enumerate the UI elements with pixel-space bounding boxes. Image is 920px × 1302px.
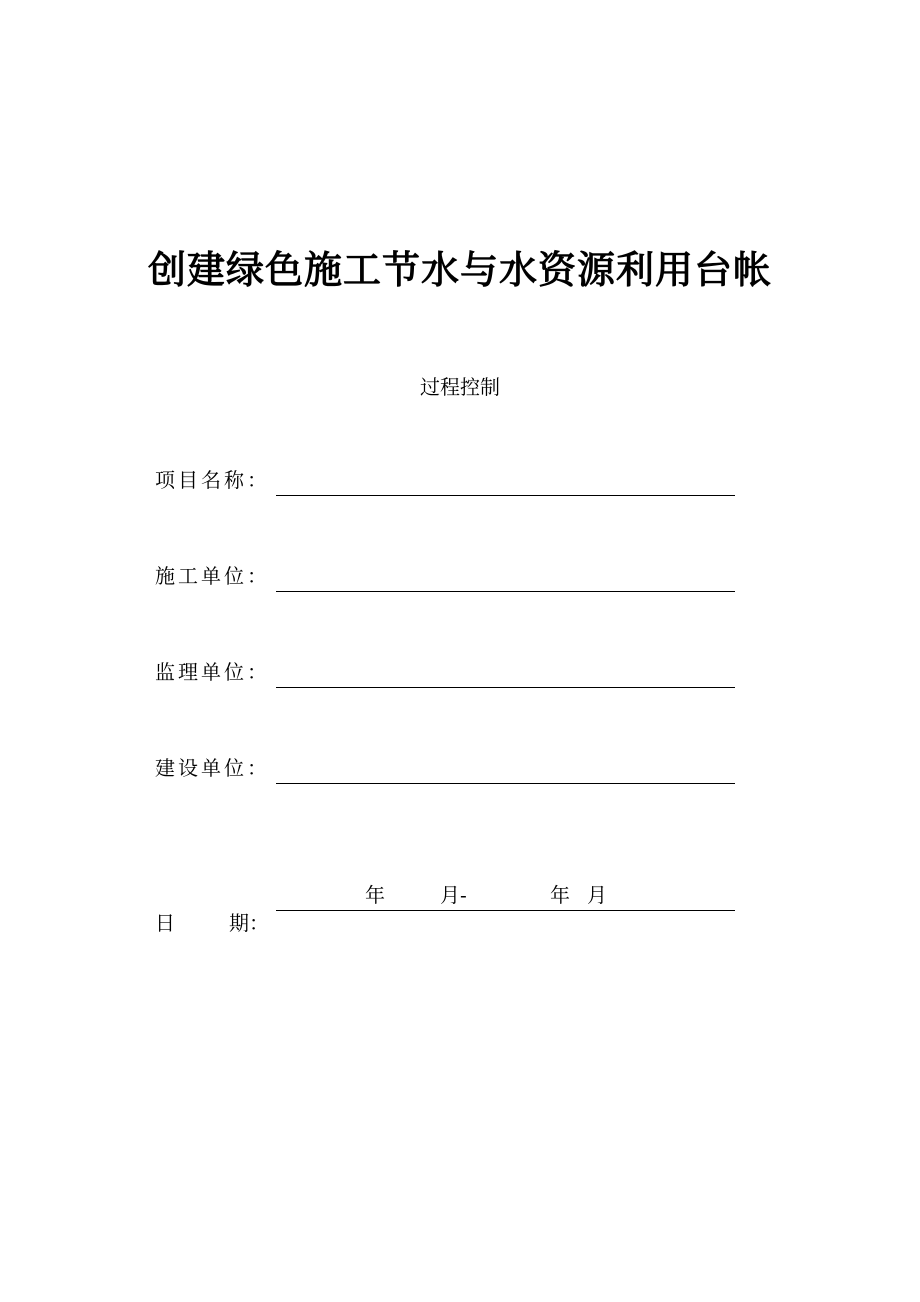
date-end-year: 年 — [550, 883, 570, 907]
project-name-blank[interactable] — [276, 465, 735, 496]
document-title: 创建绿色施工节水与水资源利用台帐 — [147, 247, 772, 292]
construction-unit-blank[interactable] — [276, 561, 735, 592]
date-blank[interactable] — [276, 880, 735, 911]
date-start-month: 月- — [440, 883, 467, 907]
date-start-year: 年 — [365, 883, 385, 907]
owner-unit-blank[interactable] — [276, 753, 735, 784]
document-subtitle: 过程控制 — [420, 375, 500, 399]
supervision-unit-field — [155, 654, 735, 688]
date-end-month: 月 — [587, 883, 607, 907]
project-name-label: 项目名称： — [155, 468, 270, 492]
date-label-char2: 期： — [229, 911, 269, 935]
owner-unit-label: 建设单位： — [155, 756, 270, 780]
owner-unit-field — [155, 750, 735, 784]
date-field — [155, 877, 735, 935]
project-name-field — [155, 462, 735, 496]
construction-unit-field — [155, 558, 735, 592]
supervision-unit-blank[interactable] — [276, 657, 735, 688]
supervision-unit-label: 监理单位： — [155, 660, 270, 684]
construction-unit-label: 施工单位： — [155, 564, 270, 588]
date-label-char1: 日 — [155, 911, 175, 935]
